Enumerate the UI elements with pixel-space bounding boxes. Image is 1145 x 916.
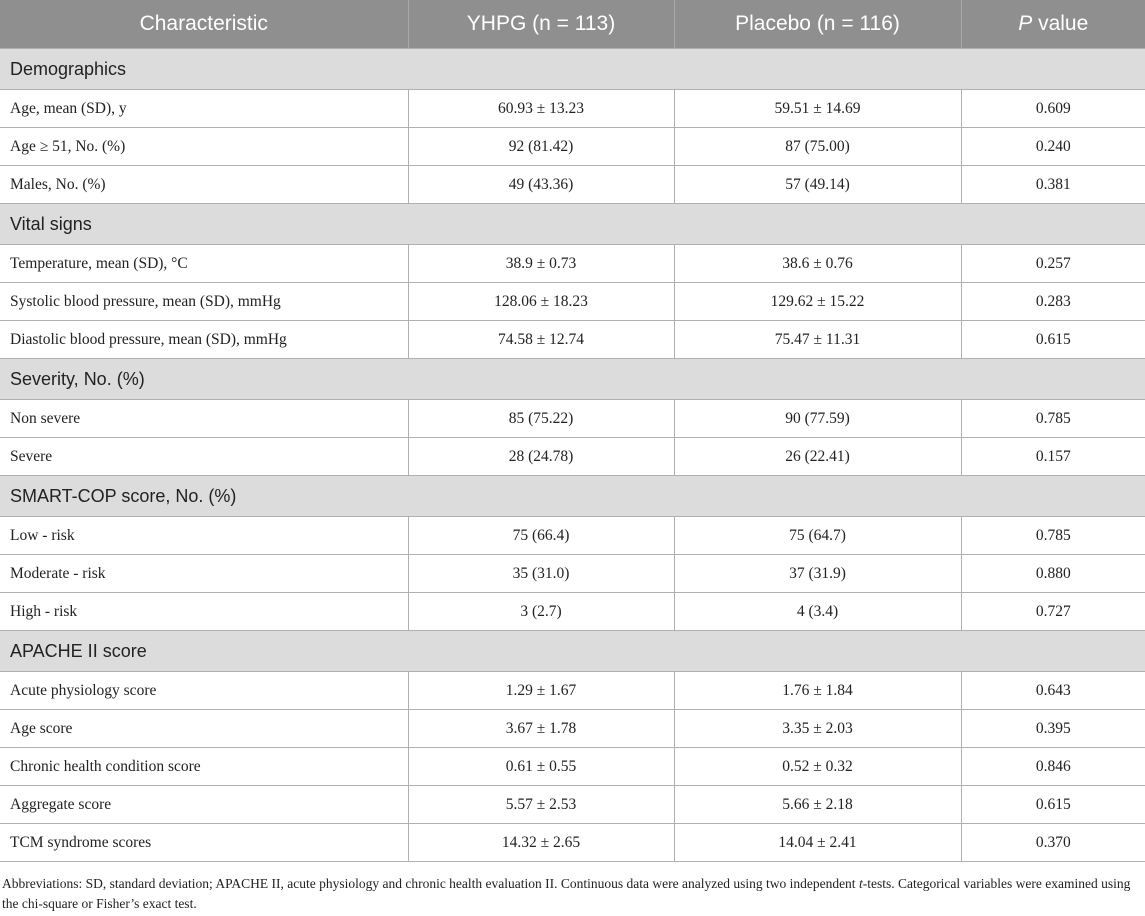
p-value: 0.846	[961, 748, 1145, 786]
p-value: 0.615	[961, 786, 1145, 824]
row-label: Age, mean (SD), y	[0, 90, 408, 128]
yhpg-value: 28 (24.78)	[408, 438, 674, 476]
table-row	[0, 672, 1145, 710]
p-value: 0.615	[961, 321, 1145, 359]
section-row	[0, 359, 1145, 400]
placebo-value: 4 (3.4)	[674, 593, 961, 631]
yhpg-value: 128.06 ± 18.23	[408, 283, 674, 321]
yhpg-value: 49 (43.36)	[408, 166, 674, 204]
table-header-row	[0, 0, 1145, 49]
p-value: 0.157	[961, 438, 1145, 476]
p-value: 0.643	[961, 672, 1145, 710]
p-value: 0.609	[961, 90, 1145, 128]
row-label: Non severe	[0, 400, 408, 438]
yhpg-value: 0.61 ± 0.55	[408, 748, 674, 786]
section-row	[0, 476, 1145, 517]
section-row	[0, 49, 1145, 90]
row-label: Moderate - risk	[0, 555, 408, 593]
header-yhpg: YHPG (n = 113)	[408, 0, 674, 49]
yhpg-value: 14.32 ± 2.65	[408, 824, 674, 862]
row-label: Age ≥ 51, No. (%)	[0, 128, 408, 166]
row-label: Severe	[0, 438, 408, 476]
footnote-part2: -tests. Categorical variables were examined using the chi-square or Fisher’s exact test.	[2, 876, 1131, 911]
row-label: Acute physiology score	[0, 672, 408, 710]
section-title-apache: APACHE II score	[0, 631, 1145, 672]
header-p-value	[961, 0, 1145, 49]
placebo-value: 75.47 ± 11.31	[674, 321, 961, 359]
row-label: Systolic blood pressure, mean (SD), mmHg	[0, 283, 408, 321]
table-row	[0, 555, 1145, 593]
section-title-demographics: Demographics	[0, 49, 1145, 90]
yhpg-value: 85 (75.22)	[408, 400, 674, 438]
p-value: 0.395	[961, 710, 1145, 748]
table-row	[0, 517, 1145, 555]
p-value: 0.727	[961, 593, 1145, 631]
p-value: 0.785	[961, 400, 1145, 438]
table-row	[0, 128, 1145, 166]
header-placebo: Placebo (n = 116)	[674, 0, 961, 49]
row-label: Age score	[0, 710, 408, 748]
table-row	[0, 400, 1145, 438]
yhpg-value: 38.9 ± 0.73	[408, 245, 674, 283]
header-p-rest: value	[1032, 12, 1089, 35]
placebo-value: 87 (75.00)	[674, 128, 961, 166]
table-footnote	[0, 874, 1137, 914]
placebo-value: 37 (31.9)	[674, 555, 961, 593]
table-row	[0, 166, 1145, 204]
yhpg-value: 74.58 ± 12.74	[408, 321, 674, 359]
row-label: High - risk	[0, 593, 408, 631]
yhpg-value: 75 (66.4)	[408, 517, 674, 555]
yhpg-value: 3.67 ± 1.78	[408, 710, 674, 748]
placebo-value: 90 (77.59)	[674, 400, 961, 438]
row-label: TCM syndrome scores	[0, 824, 408, 862]
table-row	[0, 438, 1145, 476]
section-row	[0, 631, 1145, 672]
yhpg-value: 60.93 ± 13.23	[408, 90, 674, 128]
footnote-part1: Abbreviations: SD, standard deviation; APACHE II, acute physiology and chronic health evaluation II. Continuous data were analyzed using two independent	[2, 876, 859, 891]
row-label: Chronic health condition score	[0, 748, 408, 786]
row-label: Diastolic blood pressure, mean (SD), mmHg	[0, 321, 408, 359]
yhpg-value: 3 (2.7)	[408, 593, 674, 631]
yhpg-value: 92 (81.42)	[408, 128, 674, 166]
placebo-value: 75 (64.7)	[674, 517, 961, 555]
placebo-value: 26 (22.41)	[674, 438, 961, 476]
placebo-value: 1.76 ± 1.84	[674, 672, 961, 710]
yhpg-value: 35 (31.0)	[408, 555, 674, 593]
placebo-value: 14.04 ± 2.41	[674, 824, 961, 862]
placebo-value: 0.52 ± 0.32	[674, 748, 961, 786]
row-label: Low - risk	[0, 517, 408, 555]
yhpg-value: 5.57 ± 2.53	[408, 786, 674, 824]
header-characteristic: Characteristic	[0, 0, 408, 49]
section-row	[0, 204, 1145, 245]
p-value: 0.880	[961, 555, 1145, 593]
section-title-smart-cop: SMART-COP score, No. (%)	[0, 476, 1145, 517]
table-row	[0, 283, 1145, 321]
section-title-vital-signs: Vital signs	[0, 204, 1145, 245]
placebo-value: 59.51 ± 14.69	[674, 90, 961, 128]
footnote-t-italic: t	[858, 876, 863, 891]
table-row	[0, 786, 1145, 824]
placebo-value: 129.62 ± 15.22	[674, 283, 961, 321]
p-value: 0.785	[961, 517, 1145, 555]
p-value: 0.240	[961, 128, 1145, 166]
p-value: 0.283	[961, 283, 1145, 321]
yhpg-value: 1.29 ± 1.67	[408, 672, 674, 710]
header-p-italic: P	[1018, 12, 1033, 35]
placebo-value: 57 (49.14)	[674, 166, 961, 204]
p-value: 0.381	[961, 166, 1145, 204]
p-value: 0.257	[961, 245, 1145, 283]
placebo-value: 38.6 ± 0.76	[674, 245, 961, 283]
row-label: Aggregate score	[0, 786, 408, 824]
placebo-value: 3.35 ± 2.03	[674, 710, 961, 748]
table-row	[0, 245, 1145, 283]
table-row	[0, 748, 1145, 786]
table-row	[0, 593, 1145, 631]
row-label: Males, No. (%)	[0, 166, 408, 204]
section-title-severity: Severity, No. (%)	[0, 359, 1145, 400]
placebo-value: 5.66 ± 2.18	[674, 786, 961, 824]
row-label: Temperature, mean (SD), °C	[0, 245, 408, 283]
table-row	[0, 321, 1145, 359]
table-row	[0, 90, 1145, 128]
table-row	[0, 710, 1145, 748]
p-value: 0.370	[961, 824, 1145, 862]
table-row	[0, 824, 1145, 862]
